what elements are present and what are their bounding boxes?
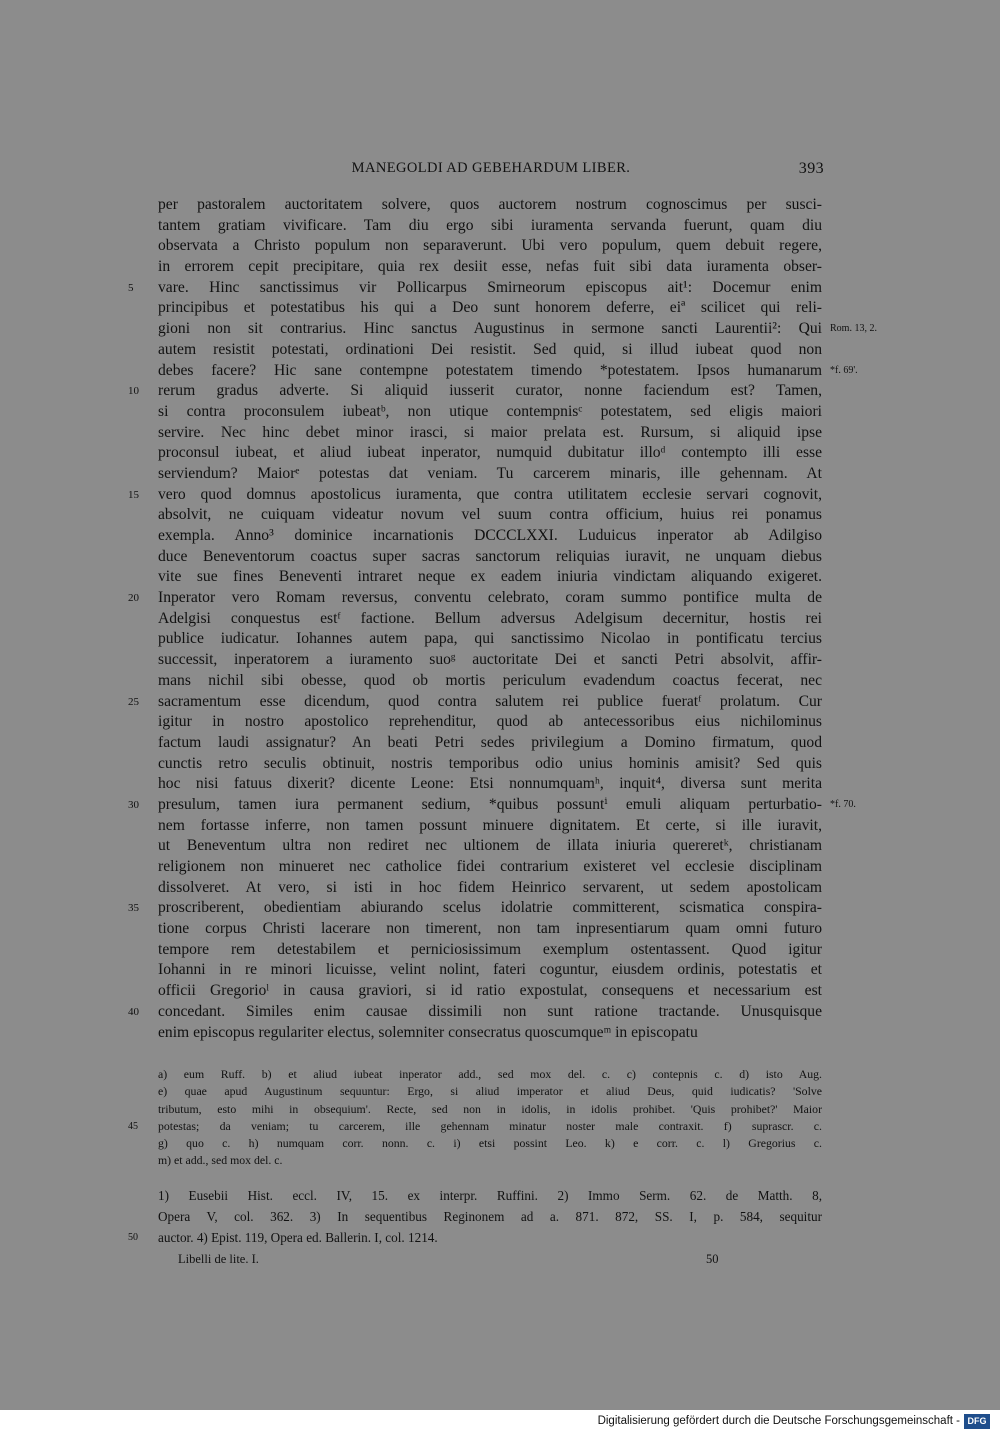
line-text: Opera V, col. 362. 3) In sequentibus Reginonem ad a. 871. 872, SS. I, p. 584, sequitur xyxy=(158,1209,822,1224)
text-line xyxy=(158,547,822,568)
line-text: exempla. Anno³ dominice incarnationis DCCCLXXI. Luduicus inperator ab Adilgiso xyxy=(158,527,822,544)
line-number: 40 xyxy=(128,1005,139,1018)
line-text: duce Beneventorum coactus super sacras sanctorum reliquias iuravit, ne unquam diebus xyxy=(158,547,822,565)
line-text: autem resistit potestati, ordinationi Dei resistit. Sed quid, si illud iubeat quod non xyxy=(158,340,822,358)
line-text: absolvit, ne cuiquam videatur novum vel suum contra officium, huius rei ponamus xyxy=(158,506,822,524)
line-text: successit, inperatorem a iuramento suoᵍ auctoritate Dei et sancti Petri absolvit, affir- xyxy=(158,651,822,669)
source-notes xyxy=(128,1185,822,1248)
text-line xyxy=(158,526,822,547)
text-line xyxy=(158,774,822,795)
line-text: tributum, esto mihi in obsequium'. Recte, sed non in idolis, in idolis prohibet. 'Quis prohibet?' Maior xyxy=(158,1101,822,1116)
sheet-number: 50 xyxy=(706,1252,719,1266)
line-text: vero quod domnus apostolicus iuramenta, que contra utilitatem ecclesie servari cognovit, xyxy=(158,485,822,503)
line-text: ut Beneventum ultra non rediret nec ultionem de illata iniuria quereretᵏ, christianam xyxy=(158,837,822,855)
line-text: potestas; da veniam; tu carcerem, ille gehennam minatur noster male contraxit. f) suprascr. c. xyxy=(158,1118,822,1133)
line-text: auctor. 4) Epist. 119, Opera ed. Ballerin. I, col. 1214. xyxy=(158,1230,438,1245)
text-line xyxy=(128,898,822,919)
line-number: 25 xyxy=(128,695,139,708)
line-text: hoc nisi fatuus dixerit? dicente Leone: Etsi nonnumquamʰ, inquit⁴, diversa sunt merita xyxy=(158,775,822,793)
line-number: 5 xyxy=(128,281,134,294)
text-line xyxy=(128,692,822,713)
text-line xyxy=(158,402,822,423)
line-number: 35 xyxy=(128,902,139,915)
apparatus-line xyxy=(158,1101,822,1118)
line-text: Adelgisi conquestus estᶠ factione. Bellum adversus Adelgisum decernitur, hostis rei xyxy=(158,609,822,627)
line-text: cunctis retro seculis obtinuit, nostris temporibus odio unius hominis amisit? Sed quis xyxy=(158,754,822,772)
line-text: mans nichil sibi obesse, quod ob mortis periculum evadendum coactus fecerat, nec xyxy=(158,671,822,689)
apparatus-line xyxy=(128,1118,822,1135)
line-text: presulum, tamen iura permanent sedium, *quibus possuntⁱ emuli aliquam perturbatio- xyxy=(158,795,822,813)
line-text: sacramentum esse dicendum, quod contra salutem rei publice fueratᶠ prolatum. Cur xyxy=(158,692,822,710)
line-text: tione corpus Christi lacerare non timerent, non tam inpresentiarum quam omni futuro xyxy=(158,920,822,938)
text-line xyxy=(128,278,822,299)
running-header xyxy=(158,160,824,182)
text-line xyxy=(158,733,822,754)
text-line xyxy=(158,836,822,857)
text-line xyxy=(158,919,822,940)
text-line xyxy=(158,361,858,382)
dfg-credit: Digitalisierung gefördert durch die Deutsche Forschungsgemeinschaft - xyxy=(597,1415,960,1427)
text-line xyxy=(158,464,822,485)
line-text: factum laudi assignatur? An beati Petri sedes privilegium a Domino firmatum, quod xyxy=(158,733,822,751)
apparatus-line xyxy=(158,1083,822,1100)
line-text: publice iudicatur. Iohannes autem papa, qui sanctissimo Nicolao in pontificatu tercius xyxy=(158,630,822,648)
line-number: 45 xyxy=(128,1120,138,1132)
text-line xyxy=(158,940,822,961)
line-text: a) eum Ruff. b) et aliud iubeat inperator add., sed mox del. c. c) contepnis c. d) isto Aug. xyxy=(158,1067,822,1081)
line-text: principibus et potestatibus his qui a Deo sunt honorem deferre, eiª scilicet qui reli- xyxy=(158,299,822,317)
footnote-line xyxy=(128,1227,822,1248)
line-text: tantem gratiam vivificare. Tam diu ergo sibi iuramenta servanda fuerunt, quam diu xyxy=(158,216,822,234)
line-text: si contra proconsulem iubeatᵇ, non utique contempnisᶜ potestatem, sed eligis maiori xyxy=(158,402,822,420)
line-text: vare. Hinc sanctissimus vir Pollicarpus Smirneorum episcopus ait¹: Docemur enim xyxy=(158,278,822,296)
margin-note: Rom. 13, 2. xyxy=(830,323,877,335)
text-line xyxy=(158,257,822,278)
text-line xyxy=(158,712,822,733)
footnote-line xyxy=(158,1185,822,1206)
line-text: serviendum? Maiorᵉ potestas dat veniam. Tu carcerem minaris, ille gehennam. At xyxy=(158,464,822,482)
text-line xyxy=(158,671,822,692)
text-line xyxy=(158,650,822,671)
text-line xyxy=(128,485,822,506)
margin-note: *f. 70. xyxy=(830,798,856,810)
line-text: 1) Eusebii Hist. eccl. IV, 15. ex interpr. Ruffini. 2) Immo Serm. 62. de Matth. 8, xyxy=(158,1188,822,1203)
line-text: gioni non sit contrarius. Hinc sanctus Augustinus in sermone sancti Laurentii²: Qui xyxy=(158,320,822,338)
text-line xyxy=(158,340,822,361)
apparatus-line xyxy=(158,1152,822,1169)
text-line xyxy=(158,857,822,878)
line-text: debes facere? Hic sane contempne potestatem timendo *potestatem. Ipsos humanarum xyxy=(158,361,822,379)
text-line xyxy=(158,443,822,464)
line-text: e) quae apud Augustinum sequuntur: Ergo, si aliud imperator et aliud Deus, quid iudicatis? 'Solve xyxy=(158,1084,822,1099)
text-line xyxy=(128,1002,822,1023)
page-number: 393 xyxy=(798,160,824,177)
text-line xyxy=(158,216,822,237)
signature-mark: Libelli de lite. I. xyxy=(178,1252,259,1266)
text-line xyxy=(158,878,822,899)
text-line xyxy=(158,816,822,837)
text-line xyxy=(158,567,822,588)
line-text: m) et add., sed mox del. c. xyxy=(158,1153,283,1168)
margin-note: *f. 69'. xyxy=(830,364,858,376)
text-line xyxy=(158,1023,822,1044)
line-text: proconsul iubeat, et aliud iubeat inperator, numquid dubitatur illoᵈ contempto illi esse xyxy=(158,444,822,462)
text-line xyxy=(158,319,877,340)
line-number: 20 xyxy=(128,592,139,605)
line-text: servire. Nec hinc debet minor irasci, si maior prelata est. Rursum, si aliquid ipse xyxy=(158,423,822,441)
dfg-footer-bar xyxy=(0,1410,1000,1434)
line-text: g) quo c. h) numquam corr. nonn. c. i) etsi possint Leo. k) e corr. c. l) Gregorius c. xyxy=(158,1136,822,1151)
line-number: 50 xyxy=(128,1232,138,1243)
text-line xyxy=(158,236,822,257)
line-text: in errorem cepit precipitare, quia rex desiit esse, nefas fuit sibi data iuramenta obser- xyxy=(158,258,822,276)
text-line xyxy=(158,981,822,1002)
text-line xyxy=(158,505,822,526)
line-text: nem fortasse inferre, non tamen possunt minuere dignitatem. Et certe, si ille iuravit, xyxy=(158,816,822,834)
text-line xyxy=(128,381,822,402)
line-text: proscriberent, obedientiam abiurando scelus idolatrie committerent, scismatica conspira- xyxy=(158,899,822,917)
text-line xyxy=(158,629,822,650)
text-line xyxy=(158,609,822,630)
line-text: tempore rem detestabilem et perniciosissimum exemplum ostentassent. Quod igitur xyxy=(158,940,822,958)
text-line xyxy=(158,195,822,216)
line-text: enim episcopus regulariter electus, solemniter consecratus quoscumqueᵐ in episcopatu xyxy=(158,1023,698,1041)
text-line xyxy=(158,423,822,444)
line-text: observata a Christo populum non separaverunt. Ubi vero populum, quem debuit regere, xyxy=(158,237,822,255)
apparatus-line xyxy=(158,1066,822,1083)
line-text: igitur in nostro apostolico reprehenditur, quod ab antecessoribus eius nichilominus xyxy=(158,713,822,731)
footnote-line xyxy=(158,1206,822,1227)
line-text: concedant. Similes enim causae dissimili non sunt ratione tractande. Unusquisque xyxy=(158,1002,822,1020)
line-text: vite sue fines Beneventi intraret neque ex eadem iniuria vindictam aliquando exigeret. xyxy=(158,568,822,586)
critical-apparatus xyxy=(128,1066,822,1170)
text-line xyxy=(158,960,822,981)
line-text: officii Gregorioˡ in causa graviori, si id ratio expostulat, consequens et necessarium est xyxy=(158,982,822,1000)
line-text: rerum gradus adverte. Si aliquid iusserit curator, nonne faciendum est? Tamen, xyxy=(158,382,822,400)
line-number: 10 xyxy=(128,385,139,398)
text-line xyxy=(128,588,822,609)
text-line xyxy=(158,754,822,775)
main-text xyxy=(128,195,877,1043)
dfg-logo-icon[interactable]: DFG xyxy=(964,1414,990,1429)
line-text: Inperator vero Romam reversus, conventu celebrato, coram summo pontifice multa de xyxy=(158,589,822,607)
line-text: dissolveret. At vero, si isti in hoc fidem Heinrico servarent, ut sedem apostolicam xyxy=(158,878,822,896)
line-number: 15 xyxy=(128,488,139,501)
line-text: per pastoralem auctoritatem solvere, quos auctorem nostrum cognoscimus per susci- xyxy=(158,196,822,213)
line-text: Iohanni in re minori licuisse, velint nolint, fateri coguntur, eiusdem ordinis, potestatis et xyxy=(158,961,822,979)
text-line xyxy=(128,795,856,816)
apparatus-line xyxy=(158,1135,822,1152)
text-line xyxy=(158,298,822,319)
line-text: religionem non minueret nec catholice fidei contrarium existeret vel ecclesie disciplinam xyxy=(158,858,822,875)
running-title: MANEGOLDI AD GEBEHARDUM LIBER. xyxy=(351,160,631,176)
line-number: 30 xyxy=(128,798,139,811)
